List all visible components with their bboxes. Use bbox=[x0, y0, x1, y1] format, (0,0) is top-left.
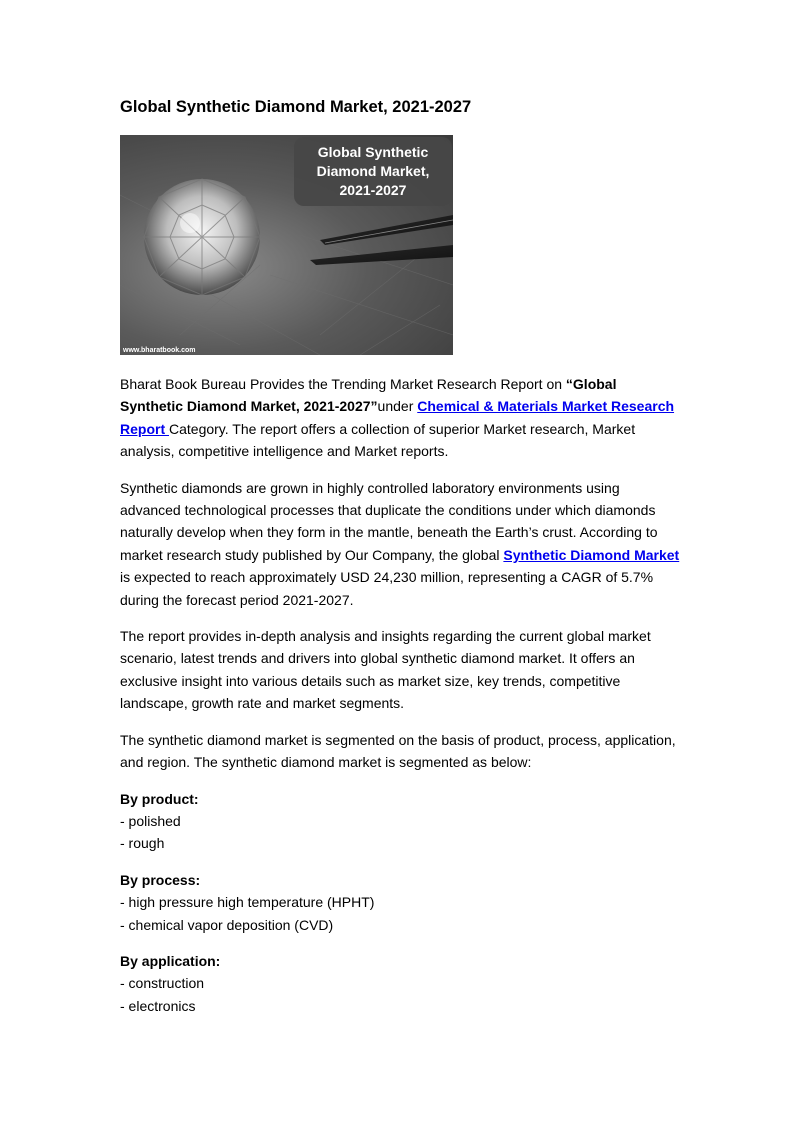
hero-image bbox=[120, 135, 453, 355]
intro-paragraph: Bharat Book Bureau Provides the Trending Market Research Report on “Global Synthetic Diamond Market, 2021-2027”under Chemical & Materials Market Research Report Category. The report offers a collection of superior Market research, Market analysis, competitive intelligence and Market reports. bbox=[120, 376, 675, 460]
document-page bbox=[120, 96, 680, 1017]
segment-item: - construction bbox=[120, 975, 205, 992]
segment-title: By product: bbox=[120, 790, 199, 807]
segment-product bbox=[120, 788, 680, 855]
segment-item: - high pressure high temperature (HPHT) bbox=[120, 894, 375, 911]
category-link[interactable]: Chemical & Materials Market Research Report bbox=[120, 398, 675, 437]
market-paragraph: Synthetic diamonds are grown in highly controlled laboratory environments using advanced technological processes that duplicate the conditions under which diamonds naturally develop when they form in the mantle, beneath the Earth’s crust. According to market research study published by Our Company, the global Synthetic Diamond Market is expected to reach approximately USD 24,230 million, representing a CAGR of 5.7% during the forecast period 2021-2027. bbox=[120, 479, 680, 608]
analysis-paragraph: The report provides in-depth analysis and insights regarding the current global market scenario, latest trends and drivers into global synthetic diamond market. It offers an exclusive insight into various details such as market size, key trends, competitive landscape, growth rate and market segments. bbox=[120, 628, 651, 712]
segment-title: By application: bbox=[120, 952, 221, 969]
segment-application bbox=[120, 950, 680, 1017]
watermark: www.bharatbook.com bbox=[123, 347, 196, 354]
segment-item: - rough bbox=[120, 835, 165, 852]
segment-title: By process: bbox=[120, 871, 201, 888]
segment-item: - polished bbox=[120, 812, 181, 829]
segmentation-paragraph: The synthetic diamond market is segmented on the basis of product, process, application, and region. The synthetic diamond market is segmented as below: bbox=[120, 731, 676, 771]
diamond-icon bbox=[144, 179, 260, 295]
segment-process bbox=[120, 869, 680, 936]
tweezers-icon bbox=[310, 215, 453, 265]
synthetic-diamond-market-link[interactable]: Synthetic Diamond Market bbox=[503, 546, 680, 563]
segment-item: - electronics bbox=[120, 997, 196, 1014]
page-title: Global Synthetic Diamond Market, 2021-2027 bbox=[120, 98, 472, 116]
hero-badge: Global Synthetic Diamond Market, 2021-2027 bbox=[294, 137, 452, 206]
segment-item: - chemical vapor deposition (CVD) bbox=[120, 916, 334, 933]
